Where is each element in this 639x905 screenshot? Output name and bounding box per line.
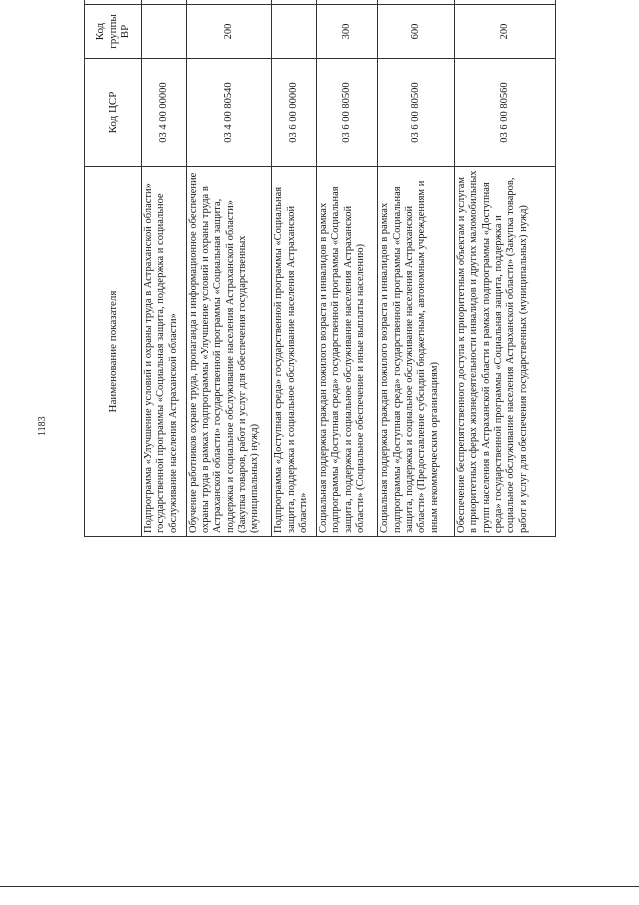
cell-rz bbox=[186, 0, 272, 5]
cell-vr bbox=[142, 5, 187, 59]
cell-csr: 03 4 00 00000 bbox=[142, 59, 187, 167]
cell-csr: 03 6 00 00000 bbox=[272, 59, 317, 167]
page-bottom-rule bbox=[0, 886, 639, 887]
table-row bbox=[272, 0, 317, 537]
cell-name: Социальная поддержка граждан пожилого возраста и инвалидов в рамках подпрограммы «Доступная среда» государственной программы «Социальная защита, поддержка и социальное обслуживание населения Астраханской области» (Предоставление субсидий бюджетным, автономным учреждениям и иным некоммерческим организациям) bbox=[378, 167, 455, 537]
document-table-wrapper bbox=[84, 0, 556, 537]
table-row bbox=[454, 0, 555, 537]
cell-name: Социальная поддержка граждан пожилого возраста и инвалидов в рамках подпрограммы «Доступная среда» государственной программы «Социальная защита, поддержка и социальное обслуживание населения Астраханской области» (Социальное обеспечение и иные выплаты населению) bbox=[317, 167, 378, 537]
table-row bbox=[186, 0, 272, 537]
cell-name: Подпрограмма «Улучшение условий и охраны труда в Астраханской области» государственной программы «Социальная защита, поддержка и социальное обслуживание населения Астраханской области» bbox=[142, 167, 187, 537]
cell-csr: 03 6 00 80500 bbox=[317, 59, 378, 167]
header-name: Наименование показателя bbox=[85, 167, 142, 537]
header-rz bbox=[85, 0, 142, 5]
cell-csr: 03 6 00 80500 bbox=[378, 59, 455, 167]
cell-rz bbox=[142, 0, 187, 5]
cell-rz bbox=[317, 0, 378, 5]
cell-name: Обеспечение беспрепятственного доступа к приоритетным объектам и услугам в приоритетных сферах жизнедеятельности инвалидов и других маломобильных групп населения в Астраханской области в рамках подпрограммы «Доступная среда» государственной программы «Социальная защита, поддержка и социальное обслуживание населения Астраханской области» (Закупка товаров, работ и услуг для обеспечения государственных (муниципальных) нужд) bbox=[454, 167, 555, 537]
cell-rz bbox=[378, 0, 455, 5]
cell-rz bbox=[272, 0, 317, 5]
cell-name: Подпрограмма «Доступная среда» государственной программы «Социальная защита, поддержка и социальное обслуживание населения Астраханской области» bbox=[272, 167, 317, 537]
cell-csr: 03 4 00 80540 bbox=[186, 59, 272, 167]
cell-csr: 03 6 00 80560 bbox=[454, 59, 555, 167]
table-header-row bbox=[85, 0, 142, 537]
header-vr: Код группы ВР bbox=[85, 5, 142, 59]
header-csr: Код ЦСР bbox=[85, 59, 142, 167]
page-number: 1183 bbox=[37, 416, 48, 436]
cell-vr: 300 bbox=[317, 5, 378, 59]
table-row bbox=[142, 0, 187, 537]
table-row bbox=[378, 0, 455, 537]
cell-vr: 200 bbox=[454, 5, 555, 59]
cell-vr bbox=[272, 5, 317, 59]
cell-vr: 200 bbox=[186, 5, 272, 59]
table-row bbox=[317, 0, 378, 537]
cell-name: Обучение работников охране труда, пропаганда и информационное обеспечение охраны труда в рамках подпрограммы «Улучшение условий и охраны труда в Астраханской области» государственной программы «Социальная защита, поддержка и социальное обслуживание населения Астраханской области» (Закупка товаров, работ и услуг для обеспечения государственных (муниципальных) нужд) bbox=[186, 167, 272, 537]
budget-table bbox=[84, 0, 556, 537]
cell-rz bbox=[454, 0, 555, 5]
cell-vr: 600 bbox=[378, 5, 455, 59]
